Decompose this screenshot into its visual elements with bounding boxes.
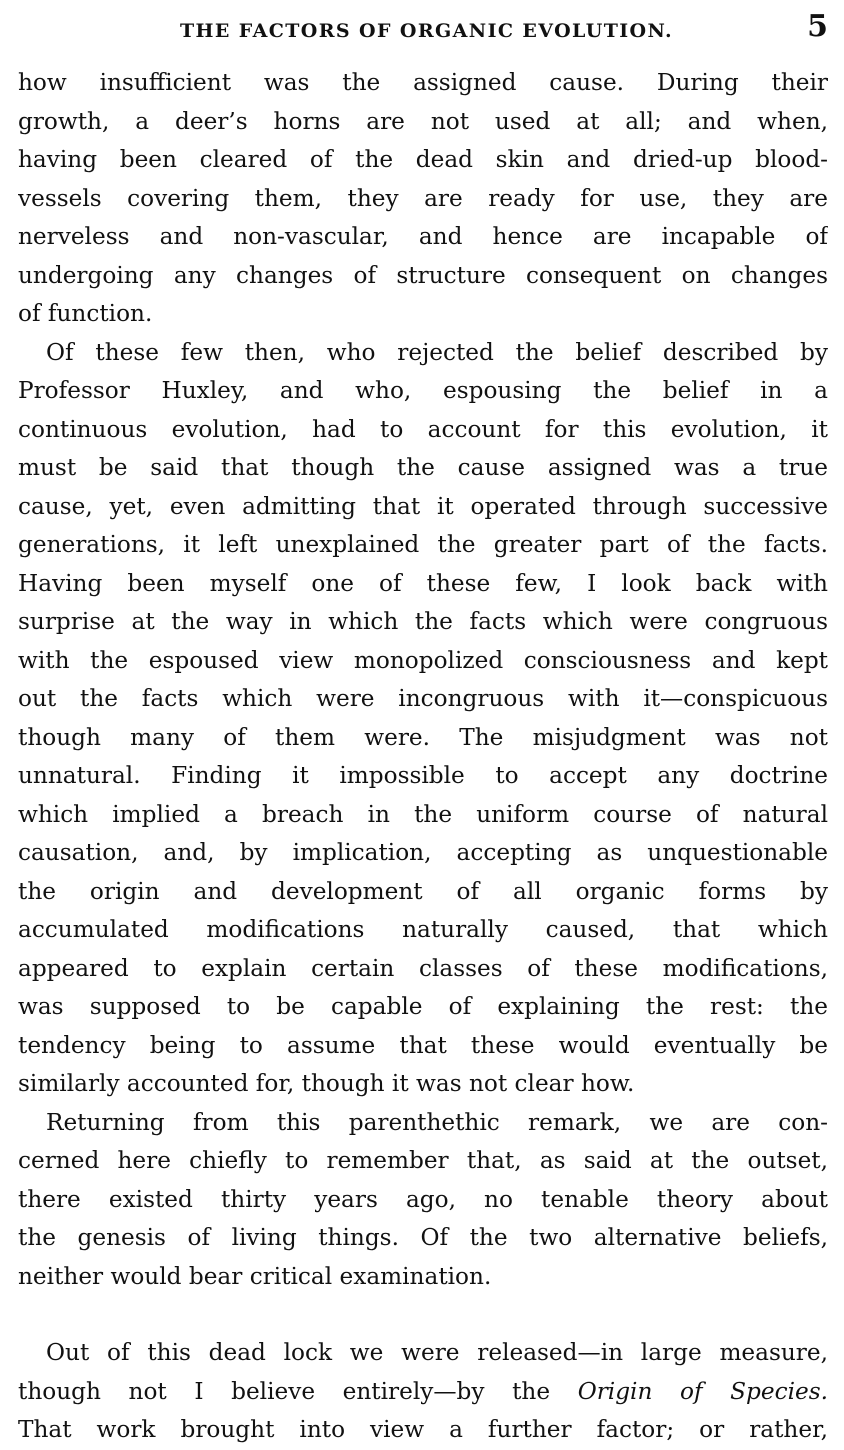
section-break	[18, 1296, 828, 1334]
text-line: must be said that though the cause assigned was a true	[18, 454, 828, 481]
paragraph-3	[18, 1104, 828, 1297]
text-line: surprise at the way in which the facts which were congruous	[18, 608, 828, 635]
body-text	[18, 64, 828, 1450]
text-line: with the espoused view monopolized consciousness and kept	[18, 646, 828, 674]
text-line-with-title	[18, 1373, 828, 1412]
text-line: nerveless and non-vascular, and hence are incapable of	[18, 223, 828, 250]
text-line: Of these few then, who rejected the belief described by	[46, 338, 828, 366]
text-line: the origin and development of all organic forms by	[18, 877, 828, 905]
text-line: was supposed to be capable of explaining the rest: the	[18, 993, 828, 1020]
text-line: That work brought into view a further factor; or rather,	[18, 1416, 828, 1443]
text-line: cause, yet, even admitting that it operated through successive	[18, 492, 828, 520]
text-line: though many of them were. The misjudgment was not	[18, 723, 828, 751]
text-line: of function.	[18, 300, 153, 327]
book-title-italic: Origin of Species.	[577, 1377, 828, 1405]
text-line: causation, and, by implication, accepting as unquestionable	[18, 839, 828, 866]
running-head	[0, 4, 844, 54]
text-line: there existed thirty years ago, no tenable theory about	[18, 1185, 828, 1213]
text-line: neither would bear critical examination.	[18, 1262, 492, 1290]
text-line: accumulated modifications naturally caused, that which	[18, 916, 828, 943]
paragraph-1	[18, 64, 828, 334]
page-number: 5	[807, 9, 828, 44]
text-line: growth, a deer’s horns are not used at all; and when,	[18, 107, 828, 135]
text-line: how insufficient was the assigned cause. During their	[18, 69, 828, 96]
paragraph-2	[18, 334, 828, 1104]
text-line: continuous evolution, had to account for this evolution, it	[18, 415, 828, 443]
text-line: tendency being to assume that these would eventually be	[18, 1031, 828, 1059]
text-line-segment: though not I believe entirely—by the	[18, 1377, 551, 1405]
text-line: having been cleared of the dead skin and dried-up blood-	[18, 146, 828, 173]
text-line: Having been myself one of these few, I look back with	[18, 569, 828, 597]
text-line: unnatural. Finding it impossible to accept any doctrine	[18, 762, 828, 789]
text-line: cerned here chiefly to remember that, as said at the outset,	[18, 1147, 828, 1174]
text-line: appeared to explain certain classes of these modifications,	[18, 954, 828, 982]
text-line: which implied a breach in the uniform course of natural	[18, 800, 828, 828]
text-line: Out of this dead lock we were released—in large measure,	[46, 1339, 828, 1366]
running-head-title: THE FACTORS OF ORGANIC EVOLUTION.	[180, 20, 674, 42]
text-line: undergoing any changes of structure consequent on changes	[18, 261, 828, 289]
text-line: Returning from this parenthethic remark, we are con-	[46, 1108, 828, 1136]
text-line: out the facts which were incongruous with it—conspicuous	[18, 685, 828, 712]
text-line: the genesis of living things. Of the two alternative beliefs,	[18, 1224, 828, 1251]
paragraph-4	[18, 1334, 828, 1450]
text-line: Professor Huxley, and who, espousing the belief in a	[18, 377, 828, 404]
text-line: similarly accounted for, though it was not clear how.	[18, 1070, 635, 1097]
text-line: generations, it left unexplained the greater part of the facts.	[18, 531, 828, 558]
text-line: vessels covering them, they are ready for use, they are	[18, 184, 828, 212]
